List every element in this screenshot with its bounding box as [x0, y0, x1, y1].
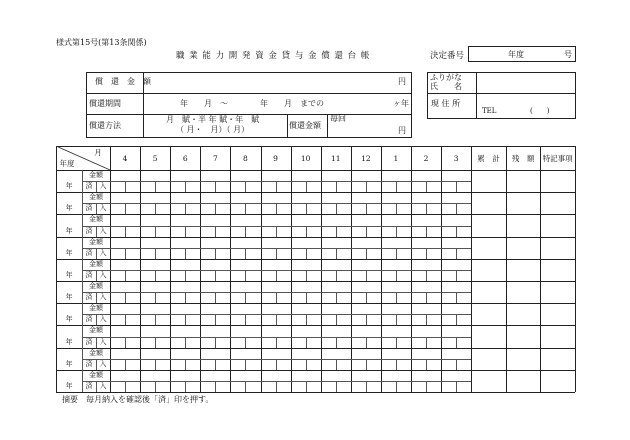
method-months: （ 月・ 月）（ 月） [176, 125, 250, 134]
row-amount-label: 金額 [89, 304, 103, 313]
month-header-4: 4 [122, 154, 128, 163]
row-year-label: 年 [65, 226, 73, 235]
repay-amount-field[interactable] [144, 74, 394, 90]
row-done-label: 済 [85, 226, 93, 235]
row-done-label: 済 [85, 204, 93, 213]
row-paid-label: 入 [99, 359, 107, 368]
row-amount-label: 金額 [89, 348, 103, 357]
month-header-2: 2 [423, 154, 429, 163]
repay-amount-yen: 円 [398, 77, 406, 86]
row-year-label: 年 [65, 293, 73, 302]
month-header-11: 11 [330, 154, 341, 163]
row-paid-label: 入 [99, 204, 107, 213]
balance-header: 残 額 [511, 154, 535, 163]
ledger-grid [56, 146, 575, 392]
tel-label: TEL [482, 107, 497, 115]
row-paid-label: 入 [99, 270, 107, 279]
row-amount-label: 金額 [89, 193, 103, 202]
row-paid-label: 入 [99, 248, 107, 257]
row-paid-label: 入 [99, 293, 107, 302]
month-header-12: 12 [361, 154, 371, 163]
row-amount-label: 金額 [89, 282, 103, 290]
footnote: 摘要 毎月納入を確認後「済」印を押す。 [62, 395, 214, 404]
row-amount-label: 金額 [89, 237, 103, 246]
row-year-label: 年 [65, 182, 73, 191]
month-header-8: 8 [243, 154, 248, 163]
row-year-label: 年 [65, 359, 73, 368]
installment-yen: 円 [398, 126, 406, 135]
row-year-label: 年 [65, 270, 73, 279]
total-header: 累 計 [477, 154, 500, 163]
row-amount-label: 金額 [89, 171, 103, 179]
form-number: 様式第15号(第13条関係) [56, 38, 147, 47]
notes-header: 特記事項 [542, 154, 573, 163]
month-header-3: 3 [453, 154, 459, 163]
row-year-label: 年 [65, 315, 73, 324]
header-month-label: 月 [94, 148, 102, 157]
installment-label: 償還金額 [289, 121, 321, 130]
row-year-label: 年 [65, 204, 73, 213]
row-amount-label: 金額 [89, 259, 103, 268]
row-done-label: 済 [85, 293, 93, 302]
name-label: 氏 名 [430, 82, 462, 91]
method-label: 償還方法 [89, 121, 121, 130]
decision-no: 号 [564, 50, 572, 59]
row-done-label: 済 [85, 182, 93, 191]
period-label: 償還期間 [89, 99, 121, 108]
row-amount-label: 金額 [89, 215, 103, 224]
row-year-label: 年 [65, 337, 73, 346]
installment-each: 毎回 [330, 114, 346, 123]
month-header-6: 6 [182, 154, 188, 163]
row-year-label: 年 [65, 248, 73, 257]
row-year-label: 年 [65, 381, 73, 390]
row-done-label: 済 [85, 248, 93, 257]
form-title: 職 業 能 力 開 発 資 金 貸 与 金 償 還 台 帳 [176, 51, 371, 61]
row-amount-label: 金額 [89, 326, 103, 335]
period-months: ヶ年 [393, 99, 409, 108]
row-done-label: 済 [85, 270, 93, 279]
row-paid-label: 入 [99, 226, 107, 235]
month-header-7: 7 [212, 154, 218, 163]
decision-year: 年度 [508, 50, 524, 59]
month-header-1: 1 [393, 154, 399, 163]
row-done-label: 済 [85, 315, 93, 324]
month-header-5: 5 [152, 154, 158, 163]
row-paid-label: 入 [99, 315, 107, 324]
furigana-label: ふりがな [430, 73, 462, 82]
repay-amount-label: 償 還 金 額 [95, 77, 151, 86]
period-text: 年 月 〜 年 月 までの [180, 99, 324, 108]
row-paid-label: 入 [99, 182, 107, 191]
tel-paren: ( ) [530, 107, 550, 115]
header-year-label: 年度 [59, 159, 75, 168]
method-options[interactable]: 月 賦・半 年 賦・年 賦 [166, 115, 260, 124]
row-paid-label: 入 [99, 337, 107, 346]
name-field[interactable] [477, 73, 573, 92]
row-done-label: 済 [85, 337, 93, 346]
month-header-10: 10 [300, 154, 311, 163]
row-paid-label: 入 [99, 381, 107, 390]
row-amount-label: 金額 [89, 370, 103, 379]
decision-number-label: 決定番号 [430, 51, 465, 61]
row-done-label: 済 [85, 359, 93, 368]
month-header-9: 9 [273, 154, 278, 163]
row-done-label: 済 [85, 381, 93, 390]
address-label: 現 住 所 [431, 99, 461, 108]
